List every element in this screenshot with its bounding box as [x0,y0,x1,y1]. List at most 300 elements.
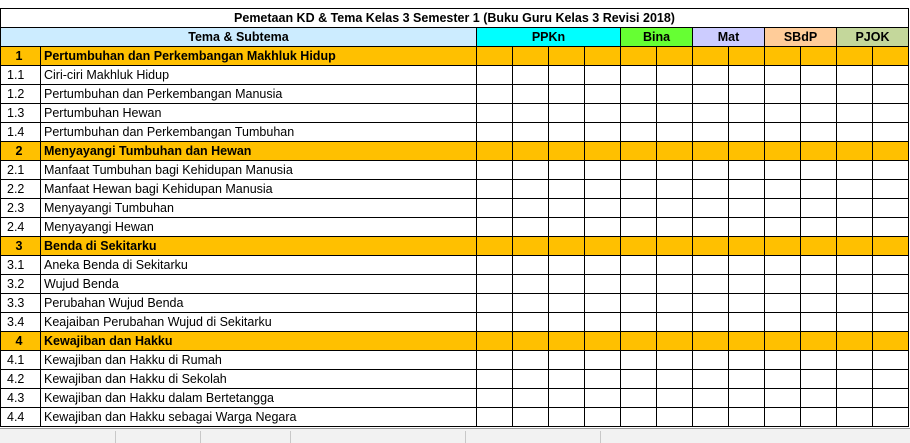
kd-cell[interactable] [873,370,909,389]
kd-cell[interactable] [873,161,909,180]
kd-cell[interactable] [837,123,873,142]
kd-cell[interactable] [873,199,909,218]
subtheme-number[interactable]: 3.2 [1,275,41,294]
kd-cell[interactable] [621,313,657,332]
kd-cell[interactable] [729,313,765,332]
kd-cell[interactable] [765,142,801,161]
kd-cell[interactable] [513,47,549,66]
kd-cell[interactable] [729,123,765,142]
kd-cell[interactable] [657,199,693,218]
kd-cell[interactable] [693,237,729,256]
kd-cell[interactable] [477,389,513,408]
kd-cell[interactable] [693,66,729,85]
kd-cell[interactable] [513,161,549,180]
kd-cell[interactable] [621,332,657,351]
kd-cell[interactable] [621,256,657,275]
kd-cell[interactable] [801,123,837,142]
subtheme-name[interactable]: Pertumbuhan dan Perkembangan Tumbuhan [41,123,477,142]
subtheme-number[interactable]: 4.4 [1,408,41,427]
kd-cell[interactable] [693,313,729,332]
subtheme-name[interactable]: Kewajiban dan Hakku di Rumah [41,351,477,370]
theme-name[interactable]: Kewajiban dan Hakku [41,332,477,351]
kd-cell[interactable] [585,351,621,370]
theme-number[interactable]: 3 [1,237,41,256]
kd-cell[interactable] [477,47,513,66]
kd-cell[interactable] [765,294,801,313]
subtheme-number[interactable]: 2.3 [1,199,41,218]
subtheme-row [1,180,909,199]
kd-cell[interactable] [513,104,549,123]
kd-cell[interactable] [513,180,549,199]
kd-cell[interactable] [585,218,621,237]
kd-cell[interactable] [513,389,549,408]
bottom-bar-divider [600,431,601,443]
subtheme-number[interactable]: 3.4 [1,313,41,332]
kd-cell[interactable] [801,161,837,180]
kd-cell[interactable] [873,408,909,427]
subtheme-number[interactable]: 1.1 [1,66,41,85]
kd-cell[interactable] [765,123,801,142]
subtheme-name[interactable]: Pertumbuhan dan Perkembangan Manusia [41,85,477,104]
kd-cell[interactable] [657,351,693,370]
kd-cell[interactable] [477,199,513,218]
kd-cell[interactable] [585,199,621,218]
kd-cell[interactable] [513,332,549,351]
theme-number[interactable]: 4 [1,332,41,351]
kd-cell[interactable] [801,142,837,161]
kd-cell[interactable] [477,351,513,370]
table-title: Pemetaan KD & Tema Kelas 3 Semester 1 (Buku Guru Kelas 3 Revisi 2018) [1,9,909,28]
kd-cell[interactable] [873,180,909,199]
kd-cell[interactable] [585,104,621,123]
kd-cell[interactable] [621,85,657,104]
kd-cell[interactable] [513,218,549,237]
kd-cell[interactable] [585,256,621,275]
kd-cell[interactable] [801,47,837,66]
kd-cell[interactable] [765,332,801,351]
kd-cell[interactable] [657,218,693,237]
kd-cell[interactable] [477,85,513,104]
kd-cell[interactable] [729,294,765,313]
kd-cell[interactable] [837,332,873,351]
kd-cell[interactable] [621,351,657,370]
kd-cell[interactable] [657,237,693,256]
kd-cell[interactable] [621,218,657,237]
kd-cell[interactable] [801,370,837,389]
header-row [1,28,909,47]
kd-cell[interactable] [765,104,801,123]
kd-cell[interactable] [693,294,729,313]
kd-cell[interactable] [873,256,909,275]
kd-cell[interactable] [549,256,585,275]
kd-cell[interactable] [477,408,513,427]
kd-cell[interactable] [585,47,621,66]
kd-cell[interactable] [549,332,585,351]
kd-cell[interactable] [549,142,585,161]
kd-cell[interactable] [837,237,873,256]
kd-cell[interactable] [621,408,657,427]
kd-cell[interactable] [657,142,693,161]
kd-cell[interactable] [873,332,909,351]
subtheme-name[interactable]: Ciri-ciri Makhluk Hidup [41,66,477,85]
kd-cell[interactable] [729,85,765,104]
kd-cell[interactable] [657,85,693,104]
subtheme-name[interactable]: Keajaiban Perubahan Wujud di Sekitarku [41,313,477,332]
subtheme-number[interactable]: 3.3 [1,294,41,313]
kd-cell[interactable] [657,275,693,294]
kd-cell[interactable] [837,47,873,66]
kd-cell[interactable] [873,294,909,313]
kd-cell[interactable] [549,47,585,66]
kd-cell[interactable] [513,294,549,313]
kd-cell[interactable] [765,161,801,180]
kd-cell[interactable] [585,294,621,313]
kd-cell[interactable] [621,370,657,389]
kd-cell[interactable] [729,408,765,427]
theme-row [1,47,909,66]
kd-cell[interactable] [765,370,801,389]
subtheme-number[interactable]: 1.3 [1,104,41,123]
kd-cell[interactable] [873,123,909,142]
theme-name[interactable]: Menyayangi Tumbuhan dan Hewan [41,142,477,161]
kd-cell[interactable] [657,161,693,180]
kd-cell[interactable] [873,66,909,85]
subtheme-name[interactable]: Kewajiban dan Hakku sebagai Warga Negara [41,408,477,427]
subtheme-number[interactable]: 4.3 [1,389,41,408]
subtheme-name[interactable]: Aneka Benda di Sekitarku [41,256,477,275]
kd-cell[interactable] [693,180,729,199]
subtheme-row [1,256,909,275]
kd-cell[interactable] [657,332,693,351]
kd-cell[interactable] [693,123,729,142]
kd-cell[interactable] [729,237,765,256]
kd-cell[interactable] [729,161,765,180]
kd-cell[interactable] [585,123,621,142]
kd-cell[interactable] [837,256,873,275]
kd-cell[interactable] [477,313,513,332]
kd-cell[interactable] [621,161,657,180]
kd-cell[interactable] [657,123,693,142]
kd-cell[interactable] [585,180,621,199]
kd-cell[interactable] [657,180,693,199]
kd-cell[interactable] [801,199,837,218]
kd-cell[interactable] [621,294,657,313]
kd-cell[interactable] [873,104,909,123]
kd-cell[interactable] [477,294,513,313]
theme-number[interactable]: 1 [1,47,41,66]
kd-cell[interactable] [513,237,549,256]
bottom-bar-divider [465,431,466,443]
subtheme-number[interactable]: 2.4 [1,218,41,237]
kd-cell[interactable] [657,294,693,313]
sheet-bottom-bar [0,428,910,443]
kd-cell[interactable] [837,85,873,104]
kd-cell[interactable] [693,142,729,161]
kd-cell[interactable] [549,66,585,85]
kd-cell[interactable] [477,275,513,294]
subtheme-row [1,408,909,427]
kd-cell[interactable] [765,313,801,332]
kd-cell[interactable] [729,66,765,85]
kd-cell[interactable] [837,66,873,85]
kd-cell[interactable] [621,389,657,408]
kd-cell[interactable] [765,389,801,408]
kd-cell[interactable] [477,370,513,389]
kd-cell[interactable] [477,66,513,85]
kd-cell[interactable] [729,370,765,389]
kd-cell[interactable] [765,85,801,104]
kd-cell[interactable] [801,332,837,351]
kd-cell[interactable] [585,313,621,332]
subtheme-number[interactable]: 3.1 [1,256,41,275]
kd-cell[interactable] [585,389,621,408]
kd-cell[interactable] [513,313,549,332]
kd-cell[interactable] [801,389,837,408]
subtheme-row [1,218,909,237]
kd-cell[interactable] [657,313,693,332]
kd-cell[interactable] [729,275,765,294]
kd-cell[interactable] [513,275,549,294]
kd-cell[interactable] [585,237,621,256]
subtheme-row [1,199,909,218]
kd-cell[interactable] [513,408,549,427]
kd-cell[interactable] [873,275,909,294]
kd-cell[interactable] [693,351,729,370]
kd-cell[interactable] [729,389,765,408]
kd-cell[interactable] [801,66,837,85]
kd-cell[interactable] [657,389,693,408]
kd-cell[interactable] [729,351,765,370]
kd-cell[interactable] [837,275,873,294]
bottom-bar-divider [200,431,201,443]
kd-cell[interactable] [729,332,765,351]
kd-cell[interactable] [765,275,801,294]
kd-cell[interactable] [477,332,513,351]
kd-cell[interactable] [873,85,909,104]
kd-cell[interactable] [693,408,729,427]
kd-cell[interactable] [549,313,585,332]
kd-cell[interactable] [873,142,909,161]
kd-cell[interactable] [837,389,873,408]
kd-cell[interactable] [621,104,657,123]
kd-cell[interactable] [621,237,657,256]
kd-cell[interactable] [549,370,585,389]
kd-cell[interactable] [801,180,837,199]
kd-cell[interactable] [801,104,837,123]
kd-cell[interactable] [549,275,585,294]
kd-cell[interactable] [477,180,513,199]
kd-cell[interactable] [549,218,585,237]
kd-cell[interactable] [873,218,909,237]
kd-cell[interactable] [873,351,909,370]
kd-cell[interactable] [873,237,909,256]
subtheme-name[interactable]: Menyayangi Tumbuhan [41,199,477,218]
subtheme-row [1,313,909,332]
kd-cell[interactable] [549,294,585,313]
kd-cell[interactable] [621,199,657,218]
kd-cell[interactable] [837,294,873,313]
kd-cell[interactable] [549,85,585,104]
theme-name[interactable]: Pertumbuhan dan Perkembangan Makhluk Hidup [41,47,477,66]
kd-cell[interactable] [585,161,621,180]
subtheme-name[interactable]: Perubahan Wujud Benda [41,294,477,313]
theme-name[interactable]: Benda di Sekitarku [41,237,477,256]
kd-cell[interactable] [657,104,693,123]
kd-cell[interactable] [693,370,729,389]
kd-cell[interactable] [765,408,801,427]
kd-cell[interactable] [513,85,549,104]
kd-cell[interactable] [765,256,801,275]
kd-cell[interactable] [693,199,729,218]
kd-cell[interactable] [657,370,693,389]
kd-cell[interactable] [729,256,765,275]
kd-cell[interactable] [801,275,837,294]
kd-cell[interactable] [765,218,801,237]
subtheme-name[interactable]: Manfaat Tumbuhan bagi Kehidupan Manusia [41,161,477,180]
subtheme-name[interactable]: Kewajiban dan Hakku di Sekolah [41,370,477,389]
kd-cell[interactable] [585,408,621,427]
kd-cell[interactable] [693,256,729,275]
kd-cell[interactable] [729,218,765,237]
subtheme-number[interactable]: 4.1 [1,351,41,370]
kd-cell[interactable] [693,218,729,237]
kd-cell[interactable] [549,199,585,218]
kd-cell[interactable] [693,104,729,123]
kd-cell[interactable] [585,275,621,294]
kd-mapping-table [0,8,909,427]
kd-cell[interactable] [693,332,729,351]
theme-number[interactable]: 2 [1,142,41,161]
kd-cell[interactable] [549,180,585,199]
kd-cell[interactable] [837,370,873,389]
kd-cell[interactable] [837,104,873,123]
kd-cell[interactable] [693,275,729,294]
kd-cell[interactable] [801,351,837,370]
kd-cell[interactable] [801,408,837,427]
kd-cell[interactable] [837,161,873,180]
subtheme-row [1,161,909,180]
kd-cell[interactable] [837,142,873,161]
kd-cell[interactable] [513,370,549,389]
kd-cell[interactable] [513,123,549,142]
kd-cell[interactable] [621,47,657,66]
kd-cell[interactable] [729,104,765,123]
kd-cell[interactable] [585,66,621,85]
kd-cell[interactable] [837,218,873,237]
kd-cell[interactable] [729,47,765,66]
kd-cell[interactable] [585,85,621,104]
kd-cell[interactable] [765,180,801,199]
kd-cell[interactable] [477,256,513,275]
kd-cell[interactable] [477,104,513,123]
kd-cell[interactable] [765,351,801,370]
kd-cell[interactable] [693,389,729,408]
kd-cell[interactable] [837,180,873,199]
kd-cell[interactable] [549,123,585,142]
kd-cell[interactable] [693,47,729,66]
kd-cell[interactable] [765,66,801,85]
kd-cell[interactable] [513,256,549,275]
kd-cell[interactable] [585,370,621,389]
subtheme-number[interactable]: 2.2 [1,180,41,199]
kd-cell[interactable] [657,256,693,275]
kd-cell[interactable] [729,199,765,218]
kd-cell[interactable] [513,351,549,370]
kd-cell[interactable] [621,123,657,142]
kd-cell[interactable] [549,389,585,408]
kd-cell[interactable] [837,408,873,427]
header-bina: Bina [621,28,693,47]
kd-cell[interactable] [801,85,837,104]
kd-cell[interactable] [549,161,585,180]
kd-cell[interactable] [513,199,549,218]
kd-cell[interactable] [549,408,585,427]
kd-cell[interactable] [729,142,765,161]
kd-cell[interactable] [657,47,693,66]
kd-cell[interactable] [477,123,513,142]
kd-cell[interactable] [873,389,909,408]
kd-cell[interactable] [513,142,549,161]
kd-cell[interactable] [657,66,693,85]
kd-cell[interactable] [621,180,657,199]
kd-cell[interactable] [693,85,729,104]
kd-cell[interactable] [549,237,585,256]
kd-cell[interactable] [477,237,513,256]
kd-cell[interactable] [621,142,657,161]
kd-cell[interactable] [513,66,549,85]
kd-cell[interactable] [657,408,693,427]
kd-cell[interactable] [621,66,657,85]
subtheme-name[interactable]: Manfaat Hewan bagi Kehidupan Manusia [41,180,477,199]
kd-cell[interactable] [765,47,801,66]
kd-cell[interactable] [837,199,873,218]
kd-cell[interactable] [585,332,621,351]
kd-cell[interactable] [477,142,513,161]
subtheme-row [1,351,909,370]
kd-cell[interactable] [585,142,621,161]
kd-cell[interactable] [477,218,513,237]
subtheme-name[interactable]: Pertumbuhan Hewan [41,104,477,123]
kd-cell[interactable] [765,199,801,218]
kd-cell[interactable] [693,161,729,180]
subtheme-name[interactable]: Menyayangi Hewan [41,218,477,237]
kd-cell[interactable] [549,351,585,370]
header-ppkn: PPKn [477,28,621,47]
kd-cell[interactable] [621,275,657,294]
kd-cell[interactable] [801,256,837,275]
subtheme-number[interactable]: 4.2 [1,370,41,389]
subtheme-row [1,66,909,85]
subtheme-row [1,123,909,142]
subtheme-number[interactable]: 1.4 [1,123,41,142]
subtheme-number[interactable]: 2.1 [1,161,41,180]
kd-cell[interactable] [873,313,909,332]
subtheme-number[interactable]: 1.2 [1,85,41,104]
kd-cell[interactable] [801,313,837,332]
kd-cell[interactable] [729,180,765,199]
kd-cell[interactable] [477,161,513,180]
kd-cell[interactable] [837,351,873,370]
kd-cell[interactable] [801,218,837,237]
kd-cell[interactable] [801,294,837,313]
kd-cell[interactable] [837,313,873,332]
kd-cell[interactable] [801,237,837,256]
subtheme-name[interactable]: Kewajiban dan Hakku dalam Bertetangga [41,389,477,408]
subtheme-name[interactable]: Wujud Benda [41,275,477,294]
kd-cell[interactable] [765,237,801,256]
kd-cell[interactable] [549,104,585,123]
kd-cell[interactable] [873,47,909,66]
